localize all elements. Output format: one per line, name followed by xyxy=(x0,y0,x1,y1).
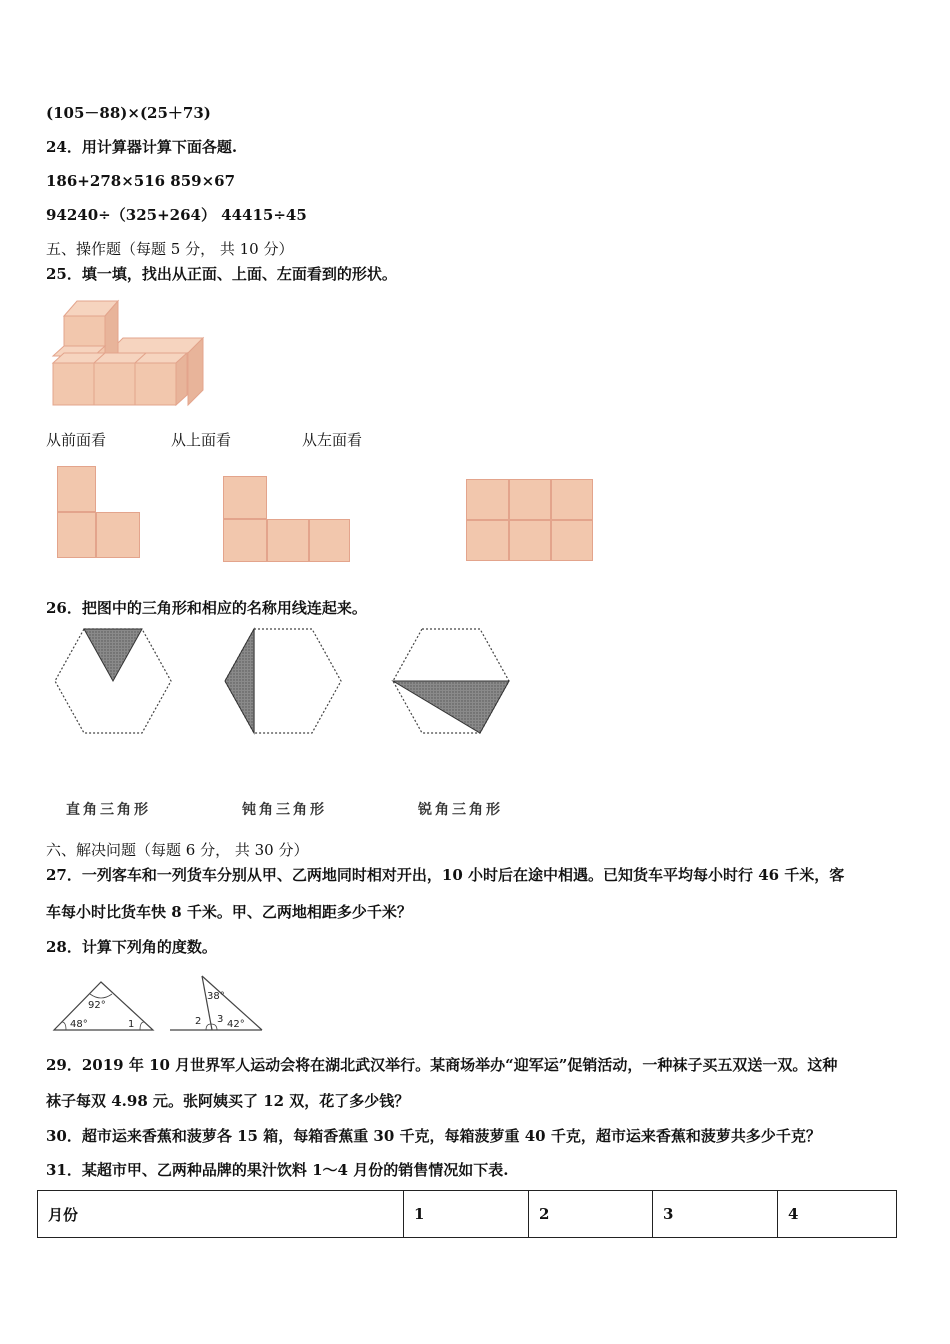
q27-line1: 27．一列客车和一列货车分别从甲、乙两地同时相对开出，10 小时后在途中相遇。已知货车平均每小时行 46 千米，客 xyxy=(46,866,845,884)
section6-title: 六、解决问题（每题 6 分， 共 30 分） xyxy=(46,841,309,859)
sales-table xyxy=(37,1190,897,1238)
front-view-shape xyxy=(57,466,141,558)
name-obtuse-triangle: 钝角三角形 xyxy=(242,802,327,818)
label-left-view: 从左面看 xyxy=(302,431,363,449)
q29-line2: 袜子每双 4.98 元。张阿姨买了 12 双，花了多少钱？ xyxy=(46,1092,410,1110)
header-col-1: 1 xyxy=(404,1191,529,1238)
q27-line2: 车每小时比货车快 8 千米。甲、乙两地相距多少千米？ xyxy=(46,903,412,921)
header-month: 月份 xyxy=(38,1191,404,1238)
front-view-square xyxy=(57,466,96,512)
cube-stack-figure xyxy=(48,298,208,408)
left-view-square xyxy=(551,520,593,561)
tri2-right-angle: 42° xyxy=(227,1019,245,1030)
header-col-4: 4 xyxy=(778,1191,897,1238)
shaded-triangle-2 xyxy=(225,629,254,733)
tri2-angle-3: 3 xyxy=(217,1014,224,1025)
left-view-square xyxy=(509,479,551,520)
left-view-square xyxy=(466,479,509,520)
section5-title: 五、操作题（每题 5 分， 共 10 分） xyxy=(46,240,294,258)
top-view-square xyxy=(223,476,267,519)
left-view-shape xyxy=(466,479,594,561)
left-view-square xyxy=(551,479,593,520)
q26-title: 26．把图中的三角形和相应的名称用线连起来。 xyxy=(46,599,367,617)
q31-title: 31．某超市甲、乙两种品牌的果汁饮料 1～4 月份的销售情况如下表. xyxy=(46,1161,509,1179)
q23-expression: (105－88)×(25＋73) xyxy=(46,104,211,122)
front-view-square xyxy=(57,512,96,558)
q30-text: 30．超市运来香蕉和菠萝各 15 箱，每箱香蕉重 30 千克，每箱菠萝重 40 千克，超市运来香蕉和菠萝共多少千克？ xyxy=(46,1127,821,1145)
shaded-triangle-3 xyxy=(393,681,509,733)
top-view-square xyxy=(223,519,267,562)
tri2-top-angle: 38° xyxy=(207,991,225,1002)
tri1-angle-1: 1 xyxy=(128,1019,135,1030)
label-top-view: 从上面看 xyxy=(171,431,232,449)
front-view-square xyxy=(96,512,140,558)
q28-title: 28．计算下列角的度数。 xyxy=(46,938,217,956)
q29-line1: 29．2019 年 10 月世界军人运动会将在湖北武汉举行。某商场举办“迎军运”促销活动，一种袜子买五双送一双。这种 xyxy=(46,1056,838,1074)
left-view-square xyxy=(509,520,551,561)
tri2-angle-2: 2 xyxy=(195,1016,202,1027)
header-col-2: 2 xyxy=(529,1191,653,1238)
tri1-top-angle: 92° xyxy=(88,1000,106,1011)
name-acute-triangle: 锐角三角形 xyxy=(418,802,503,818)
tri1-left-angle: 48° xyxy=(70,1019,88,1030)
label-front-view: 从前面看 xyxy=(46,431,107,449)
header-col-3: 3 xyxy=(653,1191,778,1238)
shaded-triangle-1 xyxy=(84,629,142,681)
top-view-square xyxy=(309,519,350,562)
top-view-square xyxy=(267,519,309,562)
table-row xyxy=(38,1191,897,1238)
q25-title: 25．填一填，找出从正面、上面、左面看到的形状。 xyxy=(46,265,397,283)
name-right-triangle: 直角三角形 xyxy=(66,802,151,818)
q24-title: 24．用计算器计算下面各题. xyxy=(46,138,238,156)
q24-line1: 186+278×516 859×67 xyxy=(46,172,236,190)
angle-triangles-figure xyxy=(50,972,270,1034)
left-view-square xyxy=(466,520,509,561)
top-view-shape xyxy=(223,476,351,562)
hexagon-triangles-figure xyxy=(50,625,520,740)
q24-line2: 94240÷（325+264） 44415÷45 xyxy=(46,206,307,224)
